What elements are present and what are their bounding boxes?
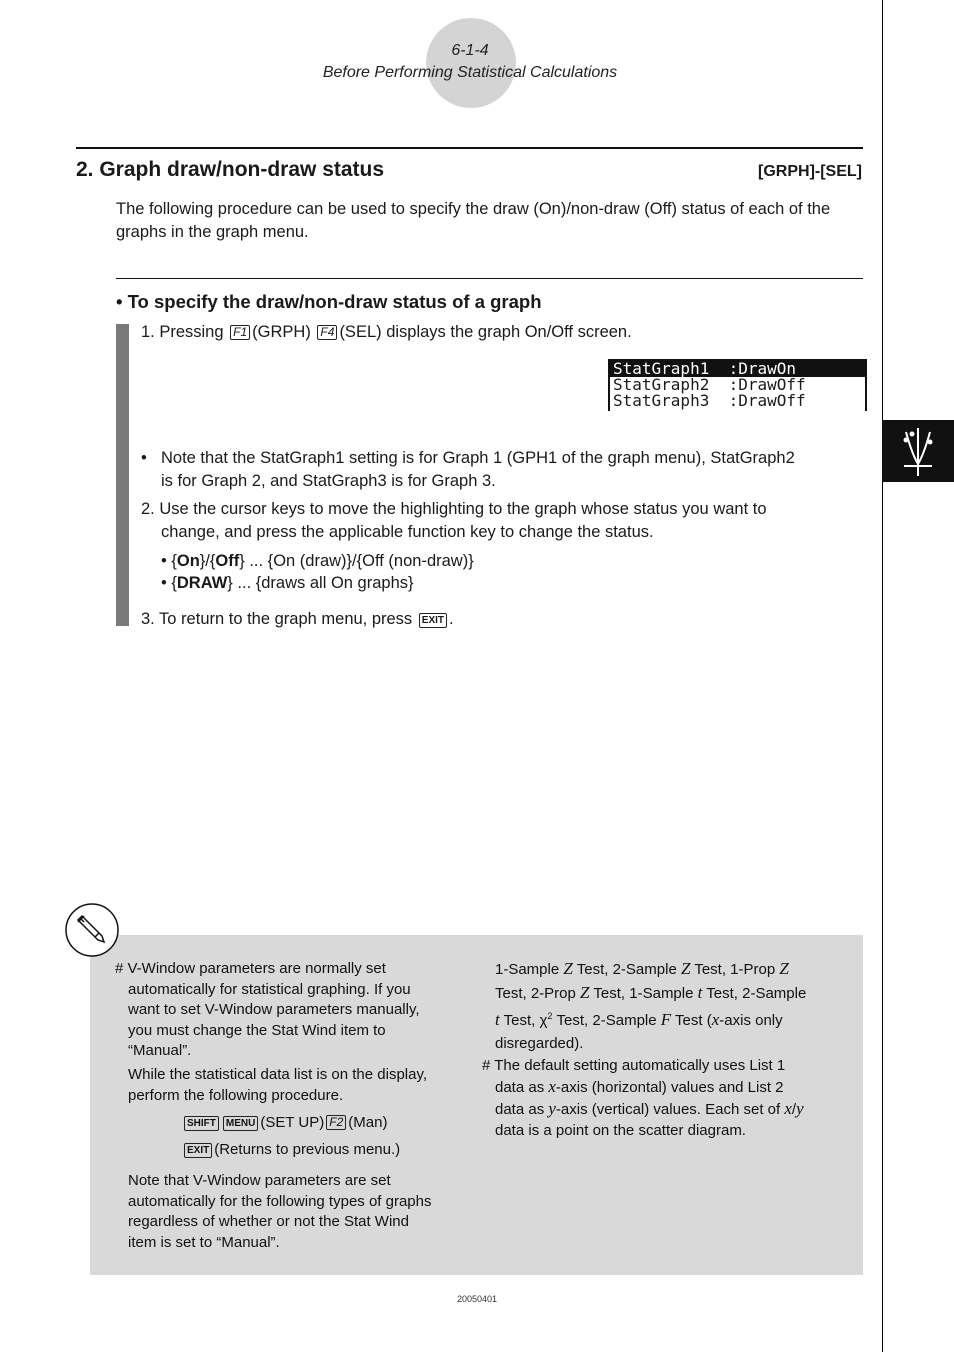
key-sequence-exit xyxy=(182,1140,400,1161)
note-line: regardless of whether or not the Stat Wind xyxy=(128,1213,409,1230)
screen-row-label: StatGraph3 xyxy=(613,391,710,410)
note-line: want to set V-Window parameters manually, xyxy=(128,1001,420,1018)
on-off-description: ... {On (draw)}/{Off (non-draw)} xyxy=(249,552,474,570)
procedure-title-text: To specify the draw/non-draw status of a graph xyxy=(127,291,542,312)
section-title: 2. Graph draw/non-draw status xyxy=(76,158,385,181)
left-note-p1 xyxy=(115,959,460,1062)
step-2-line: 2. Use the cursor keys to move the highlighting to the graph whose status you want to xyxy=(141,500,767,518)
note-line: t Test, $\chi^2$ Test, 2-Sample F Test (x-axis only xyxy=(495,1010,783,1029)
procedure-title: • To specify the draw/non-draw status of a graph xyxy=(116,291,542,312)
menu-reference: [GRPH]-[SEL] xyxy=(758,163,862,180)
right-note-p1 xyxy=(495,958,845,1055)
left-note-p2 xyxy=(128,1065,463,1106)
f1-key: F1 xyxy=(230,325,250,340)
returns-label: (Returns to previous menu.) xyxy=(214,1141,401,1158)
exit-key: EXIT xyxy=(419,613,447,628)
note-line: data is a point on the scatter diagram. xyxy=(495,1122,746,1139)
calculator-screen xyxy=(608,359,867,411)
screen-row-label: StatGraph2 xyxy=(613,375,710,394)
note-line: data as y-axis (vertical) values. Each set of x/y xyxy=(495,1099,804,1118)
f2-key: F2 xyxy=(326,1115,346,1130)
note-line: you must change the Stat Wind item to xyxy=(128,1021,386,1039)
left-note-p3 xyxy=(128,1171,463,1253)
right-note-p2 xyxy=(482,1055,842,1141)
f4-key: F4 xyxy=(317,325,337,340)
step-1-prefix: 1. Pressing xyxy=(141,323,224,341)
note-line: perform the following procedure. xyxy=(128,1086,344,1104)
setup-label: (SET UP) xyxy=(260,1114,325,1131)
note-line: While the statistical data list is on the display, xyxy=(128,1066,428,1083)
stat-graph-icon xyxy=(882,420,954,482)
off-label: Off xyxy=(215,552,240,570)
note-line: 1-Sample Z Test, 2-Sample Z Test, 1-Prop Z xyxy=(495,959,789,978)
on-label: On xyxy=(176,552,200,570)
header-decoration xyxy=(426,18,516,108)
step-3-text: 3. To return to the graph menu, press xyxy=(141,610,413,628)
menu-key: MENU xyxy=(223,1116,258,1131)
note-line: Note that V-Window parameters are set xyxy=(128,1172,391,1189)
screen-row-value: :DrawOn xyxy=(728,359,797,378)
shift-key: SHIFT xyxy=(184,1116,219,1131)
section-rule xyxy=(76,147,863,149)
option-on-off: • {On}/{Off} ... {On (draw)}/{Off (non-draw)} xyxy=(161,552,474,570)
step-1-suffix: (SEL) displays the graph On/Off screen. xyxy=(339,323,632,341)
draw-description: ... {draws all On graphs} xyxy=(237,574,414,592)
note-line: # V-Window parameters are normally set xyxy=(115,960,386,977)
note-line: is for Graph 2, and StatGraph3 is for Graph 3. xyxy=(161,472,496,490)
screen-row-value: :DrawOff xyxy=(728,391,806,410)
pencil-icon xyxy=(64,902,120,958)
procedure-rule xyxy=(116,278,863,279)
chapter-title: Before Performing Statistical Calculations xyxy=(322,64,618,81)
key-sequence-setup xyxy=(182,1113,387,1134)
note-line: data as x-axis (horizontal) values and List 2 xyxy=(495,1077,784,1096)
man-label: (Man) xyxy=(348,1114,388,1131)
step-2-line: change, and press the applicable function key to change the status. xyxy=(161,523,654,541)
intro-paragraph: The following procedure can be used to specify the draw (On)/non-draw (Off) status of each of the graphs in the graph menu. xyxy=(116,200,831,241)
note-line: disregarded). xyxy=(495,1034,584,1052)
note-text xyxy=(161,447,863,493)
footer-code: 20050401 xyxy=(456,1294,498,1304)
note-line: Test, 2-Prop Z Test, 1-Sample t Test, 2-Sample xyxy=(495,982,807,1002)
note-line: “Manual”. xyxy=(128,1042,192,1059)
exit-key: EXIT xyxy=(184,1143,212,1158)
note-line: Note that the StatGraph1 setting is for Graph 1 (GPH1 of the graph menu), StatGraph2 xyxy=(161,449,795,467)
note-line: automatically for statistical graphing. If you xyxy=(128,980,411,998)
procedure-sidebar xyxy=(116,324,129,626)
step-3: 3. To return to the graph menu, press EXIT . xyxy=(141,610,454,628)
page-number: 6-1-4 xyxy=(451,42,489,59)
note-line: # The default setting automatically uses List 1 xyxy=(482,1057,786,1074)
option-draw: • {DRAW} ... {draws all On graphs} xyxy=(161,574,414,592)
note-line: automatically for the following types of graphs xyxy=(128,1192,432,1210)
step-2 xyxy=(141,498,863,544)
draw-label: DRAW xyxy=(176,574,228,592)
step-1 xyxy=(141,321,632,344)
note-line: item is set to “Manual”. xyxy=(128,1233,280,1251)
screen-row-3 xyxy=(610,393,865,409)
screen-row-label: StatGraph1 xyxy=(613,359,710,378)
chapter-tab xyxy=(882,420,954,482)
margin-rule xyxy=(882,0,883,1352)
screen-row-value: :DrawOff xyxy=(728,375,806,394)
note-bullet: • xyxy=(141,449,147,467)
grph-label: (GRPH) xyxy=(252,323,311,341)
